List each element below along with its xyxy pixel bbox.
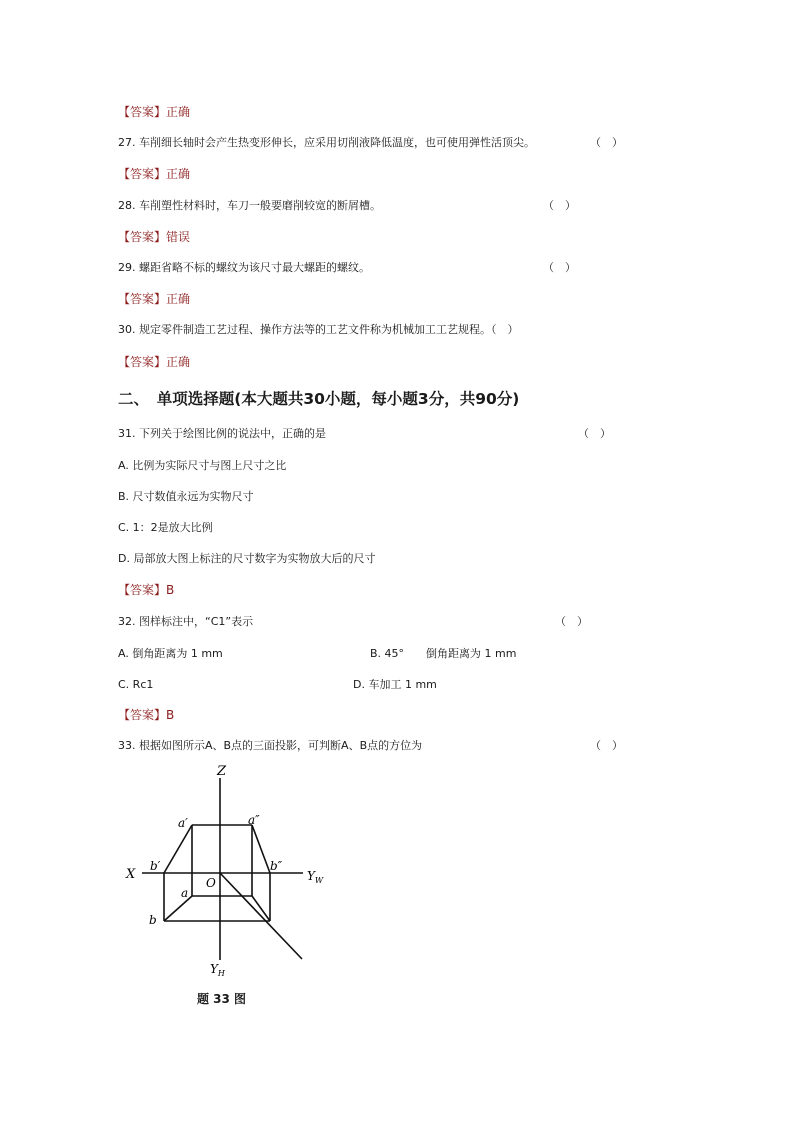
answer-blank-29: （ ）: [543, 261, 576, 274]
answer-32: 【答案】B: [118, 708, 175, 722]
answer-28: 【答案】错误: [118, 230, 191, 244]
question-28: 28. 车削塑性材料时，车刀一般要磨削较宽的断屑槽。: [118, 199, 381, 212]
answer-27: 【答案】正确: [118, 167, 191, 181]
label-a-dprime: a″: [248, 813, 260, 827]
answer-blank-28: （ ）: [543, 199, 576, 212]
question-29: 29. 螺距省略不标的螺纹为该尺寸最大螺距的螺纹。: [118, 261, 370, 274]
label-z: Z: [217, 764, 227, 779]
option-31-a: A. 比例为实际尺寸与图上尺寸之比: [118, 459, 287, 472]
label-o: O: [206, 876, 216, 890]
label-yw-subscript: W: [314, 876, 324, 885]
front-projection-outline: [164, 825, 192, 873]
answer-31: 【答案】B: [118, 583, 175, 597]
option-32-a: A. 倒角距离为 1 mm: [118, 647, 223, 660]
answer-29: 【答案】正确: [118, 292, 191, 306]
label-b: b: [149, 913, 157, 927]
answer-blank-31: （ ）: [578, 427, 611, 440]
label-yw-main: Y: [307, 869, 315, 883]
question-30-text: 30. 规定零件制造工艺过程、操作方法等的工艺文件称为机械加工工艺规程。: [118, 323, 491, 336]
question-30: [118, 323, 519, 337]
label-x: X: [126, 867, 136, 882]
answer-blank-33: （ ）: [590, 739, 623, 752]
question-33: 33. 根据如图所示A、B点的三面投影，可判断A、B点的方位为: [118, 739, 423, 752]
label-yw: [307, 869, 324, 885]
question-31: 31. 下列关于绘图比例的说法中，正确的是: [118, 427, 326, 440]
label-yh-main: Y: [210, 962, 218, 976]
question-32: 32. 图样标注中，“C1”表示: [118, 615, 254, 628]
question-27: 27. 车削细长轴时会产生热变形伸长，应采用切削液降低温度，也可使用弹性活顶尖。: [118, 136, 535, 149]
a-dprime-to-b-dprime: [252, 825, 270, 873]
projection-figure: [120, 760, 340, 980]
option-31-c: C. 1：2是放大比例: [118, 521, 213, 534]
answer-blank-27: （ ）: [590, 136, 623, 149]
option-32-d: D. 车加工 1 mm: [353, 678, 437, 691]
section-2-title: 二、 单项选择题(本大题共30小题，每小题3分，共90分): [118, 390, 520, 408]
label-yh: [210, 962, 226, 978]
label-b-prime: b′: [150, 859, 161, 873]
option-32-c: C. Rc1: [118, 678, 154, 691]
answer-blank-30: （ ）: [491, 323, 519, 336]
label-b-dprime: b″: [270, 859, 283, 873]
yh-yw-diagonal: [220, 873, 302, 959]
label-a: a: [181, 886, 189, 900]
option-31-b: B. 尺寸数值永远为实物尺寸: [118, 490, 254, 503]
label-a-prime: a′: [178, 816, 188, 830]
answer-blank-32: （ ）: [555, 615, 588, 628]
option-31-d: D. 局部放大图上标注的尺寸数字为实物放大后的尺寸: [118, 552, 376, 565]
answer-30: 【答案】正确: [118, 355, 191, 369]
label-yh-subscript: H: [217, 969, 225, 978]
figure-caption: 题 33 图: [197, 992, 247, 1006]
answer-26: 【答案】正确: [118, 105, 191, 119]
option-32-b: B. 45° 倒角距离为 1 mm: [370, 647, 517, 660]
